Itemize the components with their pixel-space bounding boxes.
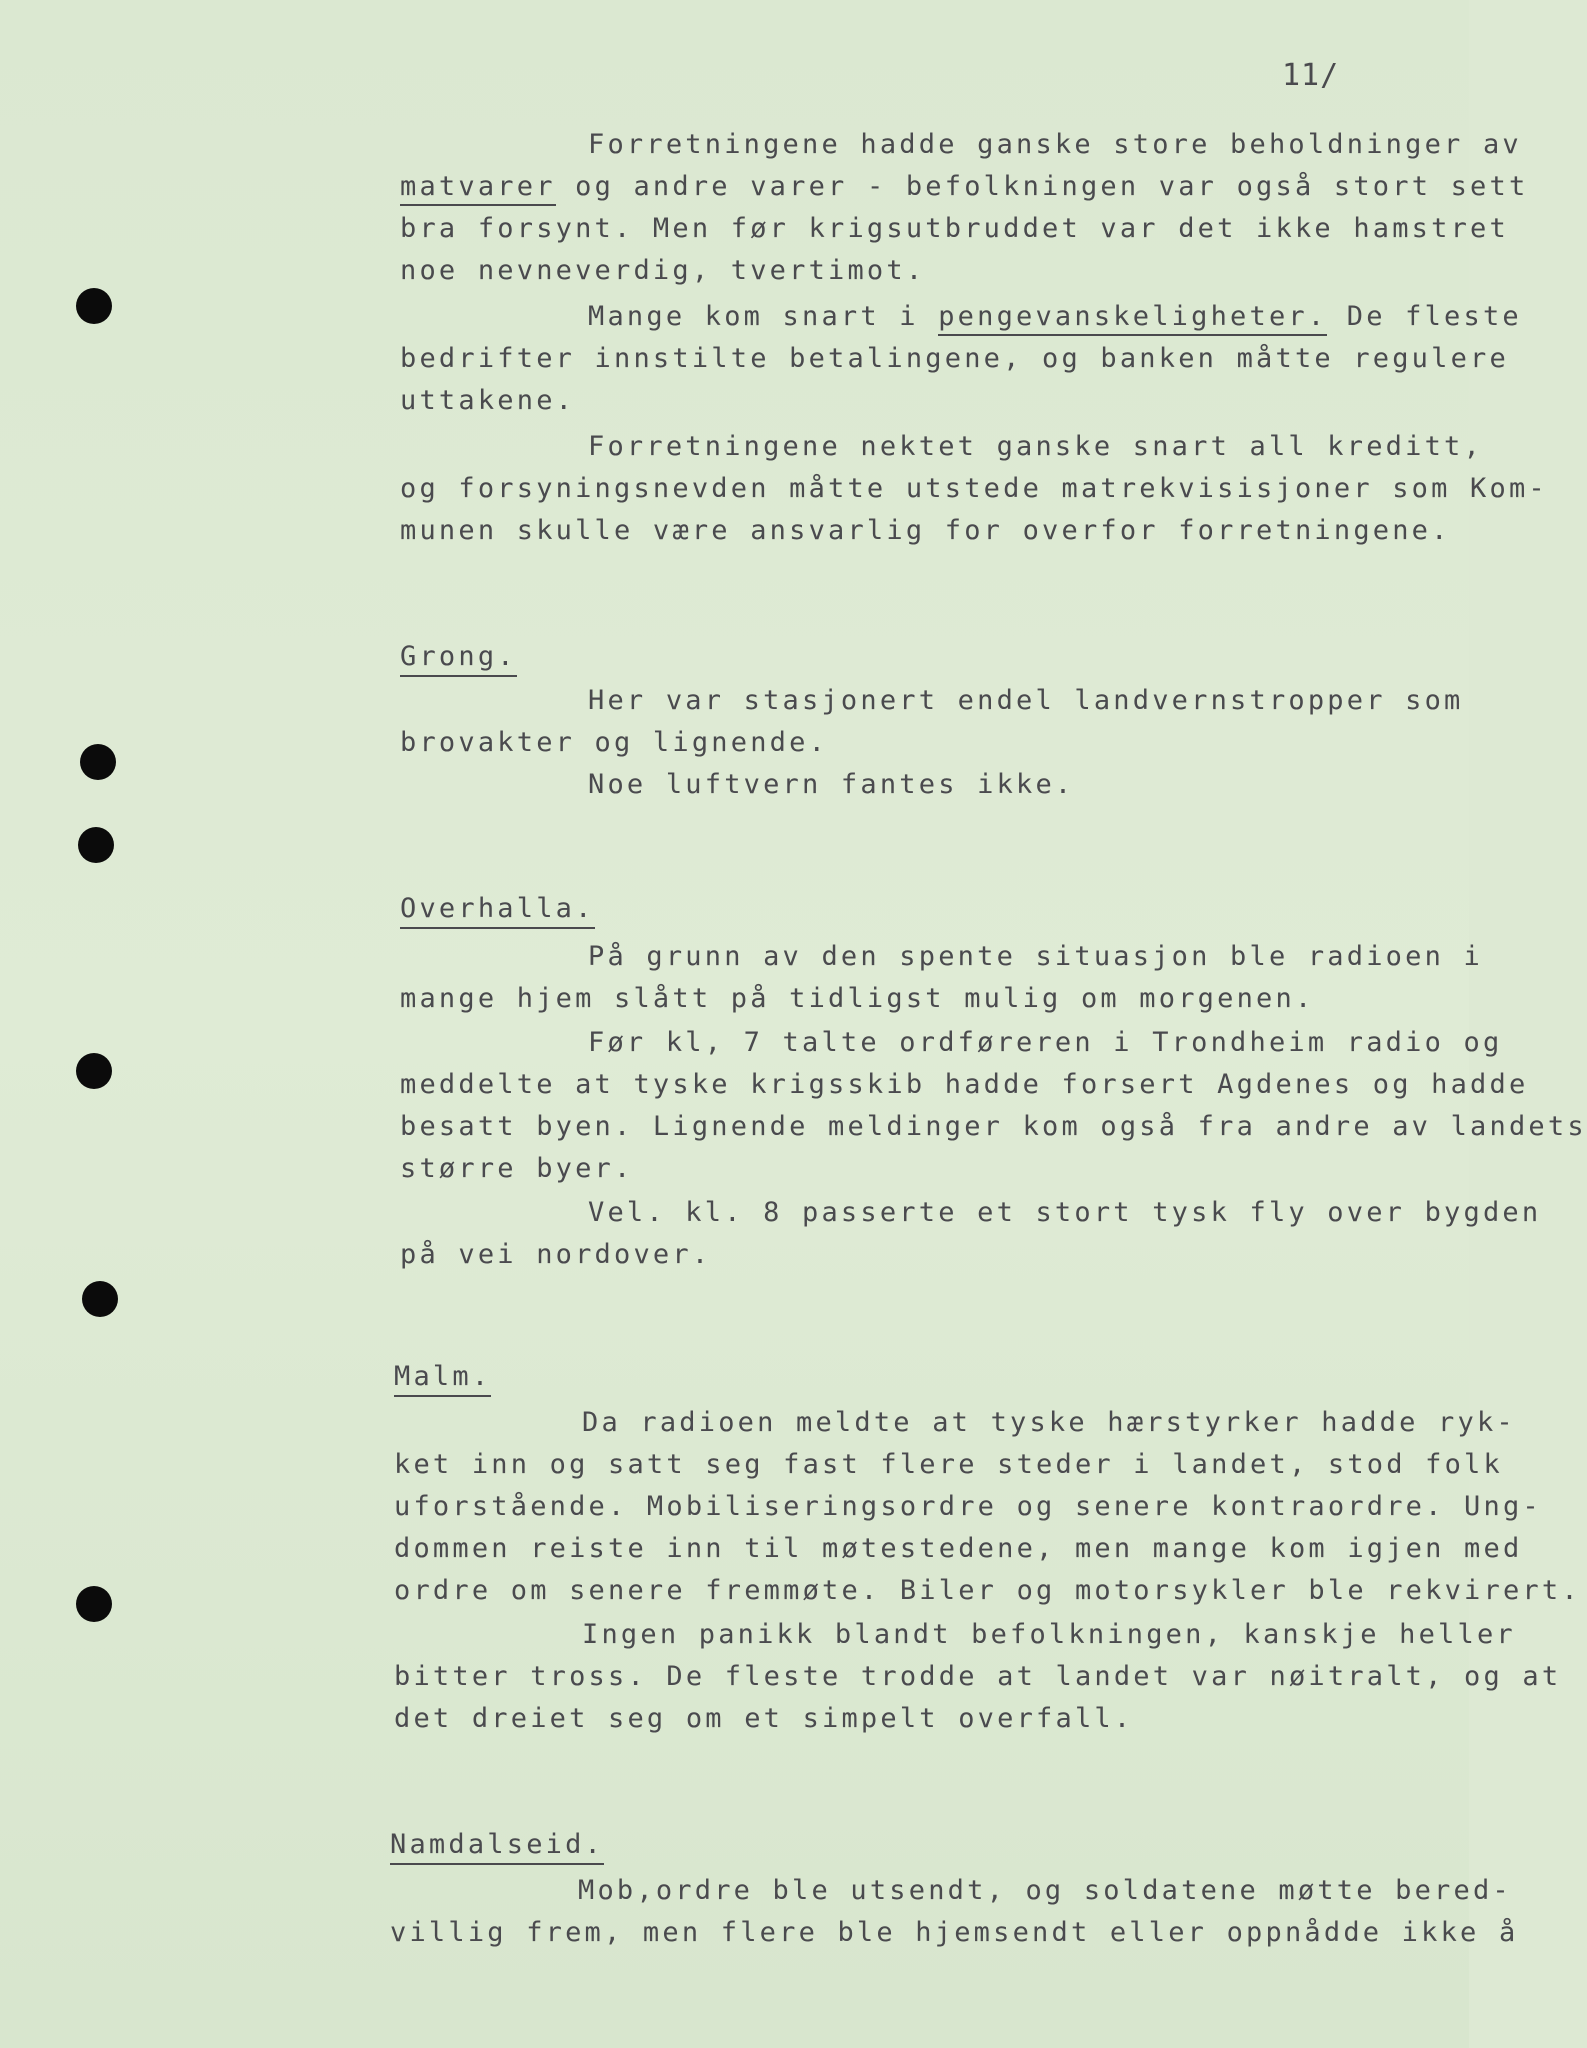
text-line: dommen reiste inn til møtestedene, men mange kom igjen med [394, 1533, 1523, 1564]
text-line: ket inn og satt seg fast flere steder i landet, stod folk [394, 1449, 1503, 1480]
text-line: uttakene. [400, 385, 576, 416]
text-line: mange hjem slått på tidligst mulig om morgenen. [400, 983, 1315, 1014]
section-heading: Namdalseid. [390, 1828, 604, 1862]
text-line: Her var stasjonert endel landvernstropper som [588, 685, 1464, 716]
text-line: Da radioen meldte at tyske hærstyrker hadde ryk- [582, 1407, 1516, 1438]
text-line: brovakter og lignende. [400, 727, 829, 758]
text-line: villig frem, men flere ble hjemsendt eller oppnådde ikke å [390, 1917, 1519, 1948]
punch-hole [78, 827, 114, 863]
punch-hole [76, 1053, 112, 1089]
text-line: Ingen panikk blandt befolkningen, kanskje heller [582, 1619, 1516, 1650]
text-line: meddelte at tyske krigsskib hadde forsert Agdenes og hadde [400, 1069, 1529, 1100]
text-line: Noe luftvern fantes ikke. [588, 769, 1075, 800]
text-line: bitter tross. De fleste trodde at landet var nøitralt, og at [394, 1661, 1562, 1692]
section-heading: Overhalla. [400, 892, 595, 926]
text-line: bra forsynt. Men før krigsutbruddet var det ikke hamstret [400, 213, 1509, 244]
punch-hole [82, 1281, 118, 1317]
punch-hole [76, 1586, 112, 1622]
text-line: På grunn av den spente situasjon ble radioen i [588, 941, 1483, 972]
section-heading: Malm. [394, 1360, 491, 1394]
underlined-word: matvarer [400, 171, 556, 206]
text-line: Vel. kl. 8 passerte et stort tysk fly over bygden [588, 1197, 1542, 1228]
text-line: Forretningene hadde ganske store beholdninger av [588, 129, 1522, 160]
section-heading: Grong. [400, 640, 517, 674]
text-line: Mange kom snart i pengevanskeligheter. De fleste [588, 300, 1522, 334]
text-line: større byer. [400, 1153, 634, 1184]
text-line: Forretningene nektet ganske snart all kreditt, [588, 431, 1483, 462]
underlined-word: pengevanskeligheter. [938, 301, 1327, 336]
text-line: bedrifter innstilte betalingene, og banken måtte regulere [400, 343, 1509, 374]
text-line: munen skulle være ansvarlig for overfor forretningene. [400, 515, 1451, 546]
text-line: matvarer og andre varer - befolkningen var også stort sett [400, 170, 1528, 204]
text-line: uforstående. Mobiliseringsordre og senere kontraordre. Ung- [394, 1491, 1542, 1522]
punch-hole [76, 288, 112, 324]
text-line: på vei nordover. [400, 1239, 712, 1270]
text-line: noe nevneverdig, tvertimot. [400, 255, 926, 286]
page-number: 11/ [1282, 58, 1340, 93]
text-line: Før kl, 7 talte ordføreren i Trondheim radio og [588, 1027, 1503, 1058]
text-line: Mob,ordre ble utsendt, og soldatene møtte bered- [578, 1875, 1512, 1906]
text-line: det dreiet seg om et simpelt overfall. [394, 1703, 1134, 1734]
text-line: og forsyningsnevden måtte utstede matrekvisisjoner som Kom- [400, 473, 1548, 504]
punch-hole [80, 744, 116, 780]
text-line: ordre om senere fremmøte. Biler og motorsykler ble rekvirert. [394, 1575, 1581, 1606]
text-line: besatt byen. Lignende meldinger kom også fra andre av landets [400, 1111, 1587, 1142]
